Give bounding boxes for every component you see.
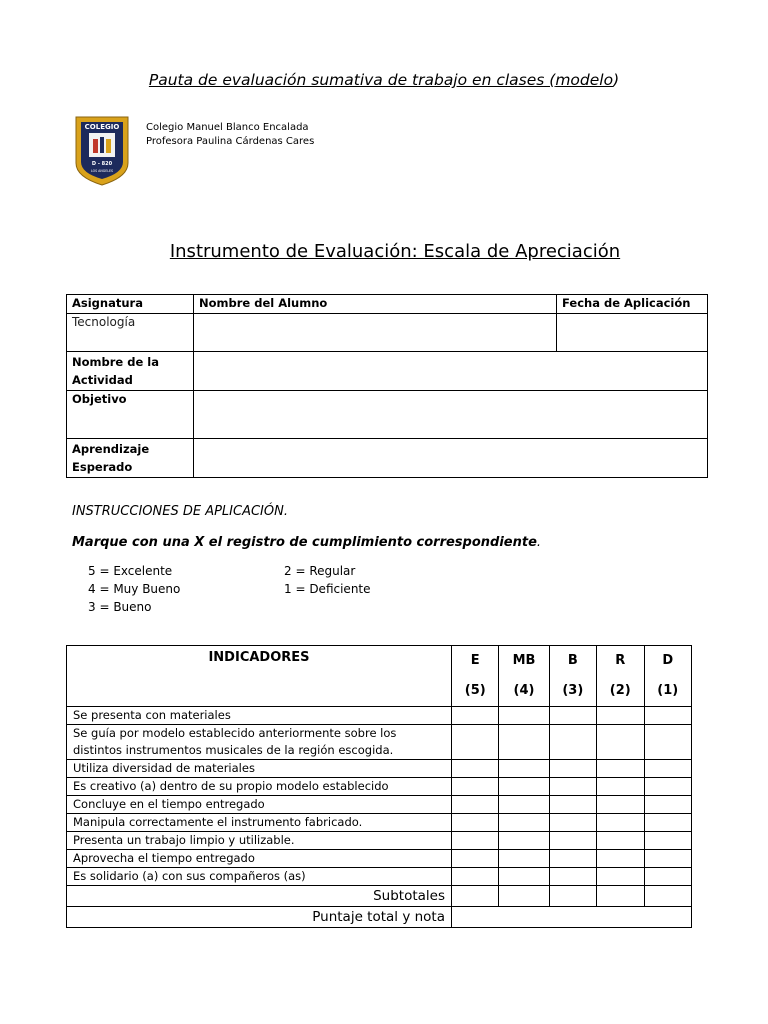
instructions-heading: INSTRUCCIONES DE APLICACIÓN.	[72, 504, 288, 519]
mark-cell[interactable]	[452, 760, 499, 778]
school-name: Colegio Manuel Blanco Encalada	[146, 122, 309, 133]
mark-cell[interactable]	[452, 778, 499, 796]
mark-cell[interactable]	[549, 760, 596, 778]
mark-cell[interactable]	[499, 868, 549, 886]
date-field[interactable]	[557, 314, 708, 352]
objective-label: Objetivo	[67, 391, 194, 439]
mark-cell[interactable]	[452, 814, 499, 832]
indicator-row	[67, 850, 692, 868]
mark-cell[interactable]	[452, 796, 499, 814]
level-header-b: B (3)	[549, 646, 596, 707]
mark-cell[interactable]	[597, 707, 644, 725]
mark-cell[interactable]	[644, 707, 692, 725]
mark-cell[interactable]	[597, 832, 644, 850]
indicators-table	[66, 645, 692, 928]
indicator-row	[67, 796, 692, 814]
mark-cell[interactable]	[499, 760, 549, 778]
mark-cell[interactable]	[549, 850, 596, 868]
teacher-name: Profesora Paulina Cárdenas Cares	[146, 136, 315, 147]
mark-cell[interactable]	[549, 832, 596, 850]
mark-cell[interactable]	[597, 725, 644, 760]
mark-cell[interactable]	[597, 850, 644, 868]
scale-item: 1 = Deficiente	[284, 582, 371, 596]
mark-cell[interactable]	[499, 850, 549, 868]
mark-cell[interactable]	[452, 850, 499, 868]
mark-cell[interactable]	[549, 725, 596, 760]
indicator-row	[67, 778, 692, 796]
date-header: Fecha de Aplicación	[557, 295, 708, 314]
instrument-title: Instrumento de Evaluación: Escala de Apreciación	[169, 241, 621, 262]
student-name-field[interactable]	[194, 314, 557, 352]
scale-item: 3 = Bueno	[88, 600, 152, 614]
indicator-row	[67, 868, 692, 886]
subtotals-label: Subtotales	[67, 886, 452, 907]
indicator-row	[67, 707, 692, 725]
total-label: Puntaje total y nota	[67, 907, 452, 928]
mark-cell[interactable]	[452, 725, 499, 760]
learning-field[interactable]	[194, 439, 708, 478]
indicator-row	[67, 760, 692, 778]
mark-cell[interactable]	[644, 832, 692, 850]
mark-cell[interactable]	[499, 707, 549, 725]
mark-cell[interactable]	[597, 796, 644, 814]
subject-value: Tecnología	[67, 314, 194, 352]
activity-field[interactable]	[194, 352, 708, 391]
mark-cell[interactable]	[549, 796, 596, 814]
document-title: Pauta de evaluación sumativa de trabajo en clases (modelo)	[148, 71, 620, 89]
score-cell[interactable]	[597, 886, 644, 907]
mark-cell[interactable]	[597, 778, 644, 796]
learning-label: Aprendizaje Esperado	[67, 439, 194, 478]
scale-item: 2 = Regular	[284, 564, 356, 578]
indicator-text: Presenta un trabajo limpio y utilizable.	[67, 832, 452, 850]
level-header-mb: MB (4)	[499, 646, 549, 707]
mark-cell[interactable]	[452, 868, 499, 886]
info-table	[66, 294, 708, 478]
indicators-header: INDICADORES	[67, 646, 452, 707]
mark-cell[interactable]	[499, 778, 549, 796]
mark-cell[interactable]	[499, 814, 549, 832]
svg-text:D - 820: D - 820	[91, 161, 113, 167]
scale-legend-right	[284, 562, 371, 598]
indicator-text: Se presenta con materiales	[67, 707, 452, 725]
level-header-r: R (2)	[597, 646, 644, 707]
mark-cell[interactable]	[597, 814, 644, 832]
mark-cell[interactable]	[644, 796, 692, 814]
school-crest-logo	[74, 115, 130, 187]
mark-cell[interactable]	[644, 725, 692, 760]
mark-cell[interactable]	[499, 796, 549, 814]
scale-item: 4 = Muy Bueno	[88, 582, 181, 596]
svg-text:LOS ANGELES: LOS ANGELES	[90, 169, 114, 173]
mark-cell[interactable]	[499, 725, 549, 760]
mark-cell[interactable]	[549, 707, 596, 725]
mark-cell[interactable]	[549, 868, 596, 886]
subject-header: Asignatura	[67, 295, 194, 314]
indicator-text: Concluye en el tiempo entregado	[67, 796, 452, 814]
indicator-text: Se guía por modelo establecido anteriormente sobre los distintos instrumentos musicales de la región escogida.	[67, 725, 452, 760]
mark-cell[interactable]	[644, 778, 692, 796]
score-cell[interactable]	[452, 886, 499, 907]
mark-cell[interactable]	[644, 760, 692, 778]
mark-cell[interactable]	[644, 850, 692, 868]
indicator-text: Manipula correctamente el instrumento fabricado.	[67, 814, 452, 832]
scale-item: 5 = Excelente	[88, 564, 173, 578]
level-header-d: D (1)	[644, 646, 692, 707]
score-cell[interactable]	[549, 886, 596, 907]
scale-legend-left	[88, 562, 180, 616]
objective-field[interactable]	[194, 391, 708, 439]
mark-cell[interactable]	[549, 814, 596, 832]
score-cell[interactable]	[499, 886, 549, 907]
indicator-text: Utiliza diversidad de materiales	[67, 760, 452, 778]
mark-cell[interactable]	[597, 868, 644, 886]
school-info	[146, 121, 314, 149]
indicator-row	[67, 832, 692, 850]
indicator-text: Aprovecha el tiempo entregado	[67, 850, 452, 868]
indicator-row	[67, 725, 692, 760]
svg-text:COLEGIO: COLEGIO	[84, 123, 120, 131]
mark-cell[interactable]	[452, 832, 499, 850]
indicator-row	[67, 814, 692, 832]
indicator-text: Es creativo (a) dentro de su propio modelo establecido	[67, 778, 452, 796]
student-name-header: Nombre del Alumno	[194, 295, 557, 314]
mark-cell[interactable]	[499, 832, 549, 850]
mark-cell[interactable]	[452, 707, 499, 725]
level-header-e: E (5)	[452, 646, 499, 707]
mark-cell[interactable]	[597, 760, 644, 778]
mark-cell[interactable]	[644, 868, 692, 886]
score-cell[interactable]	[644, 886, 692, 907]
instructions-line: Marque con una X el registro de cumplimiento correspondiente.	[72, 535, 542, 550]
mark-cell[interactable]	[644, 814, 692, 832]
mark-cell[interactable]	[549, 778, 596, 796]
indicator-text: Es solidario (a) con sus compañeros (as)	[67, 868, 452, 886]
total-score-cell[interactable]	[452, 907, 692, 928]
activity-label: Nombre de la Actividad	[67, 352, 194, 391]
